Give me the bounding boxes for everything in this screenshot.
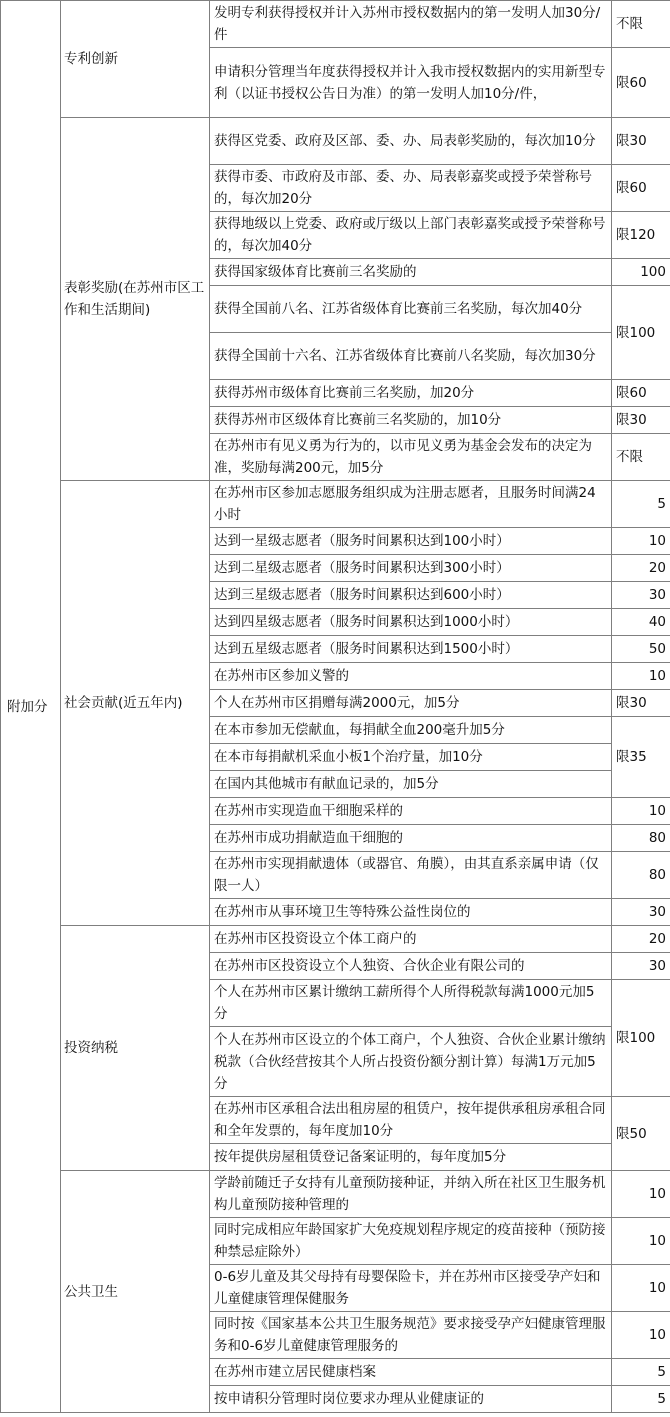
item-desc-cell: 个人在苏州市区捐赠每满2000元，加5分 <box>210 690 612 717</box>
item-desc-cell: 在苏州市区参加志愿服务组织成为注册志愿者，且服务时间满24小时 <box>210 481 612 528</box>
main-category-cell: 附加分 <box>1 1 61 1413</box>
item-score-cell: 10 <box>612 528 670 555</box>
item-desc-cell: 在苏州市从事环境卫生等特殊公益性岗位的 <box>210 899 612 926</box>
group-name-cell: 表彰奖励(在苏州市区工作和生活期间) <box>61 118 210 481</box>
item-desc-cell: 获得地级以上党委、政府或厅级以上部门表彰嘉奖或授予荣誉称号的，每次加40分 <box>210 212 612 259</box>
item-desc-cell: 达到五星级志愿者（服务时间累积达到1500小时） <box>210 636 612 663</box>
item-desc-cell: 获得市委、市政府及市部、委、办、局表彰嘉奖或授予荣誉称号的，每次加20分 <box>210 165 612 212</box>
item-desc-cell: 申请积分管理当年度获得授权并计入我市授权数据内的实用新型专利（以证书授权公告日为准）的第一发明人加10分/件， <box>210 48 612 118</box>
item-score-cell: 10 <box>612 663 670 690</box>
item-score-cell: 5 <box>612 481 670 528</box>
item-desc-cell: 获得苏州市级体育比赛前三名奖励，加20分 <box>210 380 612 407</box>
item-desc-cell: 获得国家级体育比赛前三名奖励的 <box>210 259 612 286</box>
table-row <box>1 1171 670 1218</box>
group-name-cell: 公共卫生 <box>61 1171 210 1413</box>
item-score-cell: 限50 <box>612 1097 670 1171</box>
item-score-cell: 限60 <box>612 380 670 407</box>
item-score-cell: 5 <box>612 1359 670 1386</box>
item-desc-cell: 同时完成相应年龄国家扩大免疫规划程序规定的疫苗接种（预防接种禁忌症除外） <box>210 1218 612 1265</box>
item-desc-cell: 获得区党委、政府及区部、委、办、局表彰奖励的，每次加10分 <box>210 118 612 165</box>
item-score-cell: 10 <box>612 1265 670 1312</box>
table-row <box>1 926 670 953</box>
item-desc-cell: 在苏州市区参加义警的 <box>210 663 612 690</box>
item-score-cell: 限60 <box>612 48 670 118</box>
item-desc-cell: 在苏州市实现捐献遗体（或器官、角膜），由其直系亲属申请（仅限一人） <box>210 852 612 899</box>
item-score-cell: 限120 <box>612 212 670 259</box>
item-desc-cell: 获得全国前八名、江苏省级体育比赛前三名奖励，每次加40分 <box>210 286 612 333</box>
item-desc-cell: 在本市参加无偿献血，每捐献全血200毫升加5分 <box>210 717 612 744</box>
group-name-cell: 投资纳税 <box>61 926 210 1171</box>
item-score-cell: 100 <box>612 259 670 286</box>
item-score-cell: 80 <box>612 825 670 852</box>
item-score-cell: 限30 <box>612 407 670 434</box>
group-name-cell: 社会贡献(近五年内) <box>61 481 210 926</box>
item-score-cell: 不限 <box>612 434 670 481</box>
table-row <box>1 481 670 528</box>
item-score-cell: 限30 <box>612 690 670 717</box>
item-desc-cell: 0-6岁儿童及其父母持有母婴保险卡，并在苏州市区接受孕产妇和儿童健康管理保健服务 <box>210 1265 612 1312</box>
item-desc-cell: 在苏州市建立居民健康档案 <box>210 1359 612 1386</box>
item-desc-cell: 达到二星级志愿者（服务时间累积达到300小时） <box>210 555 612 582</box>
item-desc-cell: 学龄前随迁子女持有儿童预防接种证，并纳入所在社区卫生服务机构儿童预防接种管理的 <box>210 1171 612 1218</box>
item-desc-cell: 在本市每捐献机采血小板1个治疗量，加10分 <box>210 744 612 771</box>
item-score-cell: 20 <box>612 555 670 582</box>
table-row <box>1 1 670 48</box>
item-desc-cell: 在苏州市区承租合法出租房屋的租赁户，按年提供承租房承租合同和全年发票的，每年度加10分 <box>210 1097 612 1144</box>
item-desc-cell: 同时按《国家基本公共卫生服务规范》要求接受孕产妇健康管理服务和0-6岁儿童健康管理服务的 <box>210 1312 612 1359</box>
item-desc-cell: 在苏州市成功捐献造血干细胞的 <box>210 825 612 852</box>
item-score-cell: 限35 <box>612 717 670 798</box>
item-score-cell: 限30 <box>612 118 670 165</box>
item-desc-cell: 在苏州市区投资设立个人独资、合伙企业有限公司的 <box>210 953 612 980</box>
item-desc-cell: 获得全国前十六名、江苏省级体育比赛前八名奖励，每次加30分 <box>210 333 612 380</box>
item-desc-cell: 达到四星级志愿者（服务时间累积达到1000小时） <box>210 609 612 636</box>
item-score-cell: 10 <box>612 1218 670 1265</box>
item-desc-cell: 获得苏州市区级体育比赛前三名奖励的，加10分 <box>210 407 612 434</box>
item-desc-cell: 达到一星级志愿者（服务时间累积达到100小时） <box>210 528 612 555</box>
item-desc-cell: 按年提供房屋租赁登记备案证明的，每年度加5分 <box>210 1144 612 1171</box>
item-desc-cell: 发明专利获得授权并计入苏州市授权数据内的第一发明人加30分/件 <box>210 1 612 48</box>
item-score-cell: 30 <box>612 582 670 609</box>
item-desc-cell: 在国内其他城市有献血记录的，加5分 <box>210 771 612 798</box>
item-score-cell: 80 <box>612 852 670 899</box>
table-row <box>1 118 670 165</box>
item-score-cell: 限100 <box>612 286 670 380</box>
item-desc-cell: 个人在苏州市区设立的个体工商户，个人独资、合伙企业累计缴纳税款（合伙经营按其个人所占投资份额分割计算）每满1万元加5分 <box>210 1027 612 1097</box>
item-score-cell: 限100 <box>612 980 670 1097</box>
item-score-cell: 10 <box>612 1312 670 1359</box>
item-score-cell: 50 <box>612 636 670 663</box>
item-score-cell: 40 <box>612 609 670 636</box>
item-score-cell: 30 <box>612 899 670 926</box>
item-desc-cell: 达到三星级志愿者（服务时间累积达到600小时） <box>210 582 612 609</box>
item-score-cell: 10 <box>612 1171 670 1218</box>
item-desc-cell: 在苏州市有见义勇为行为的，以市见义勇为基金会发布的决定为准，奖励每满200元，加5分 <box>210 434 612 481</box>
item-score-cell: 5 <box>612 1386 670 1413</box>
item-desc-cell: 在苏州市实现造血干细胞采样的 <box>210 798 612 825</box>
group-name-cell: 专利创新 <box>61 1 210 118</box>
item-score-cell: 限60 <box>612 165 670 212</box>
item-score-cell: 30 <box>612 953 670 980</box>
item-score-cell: 10 <box>612 798 670 825</box>
item-score-cell: 不限 <box>612 1 670 48</box>
item-desc-cell: 在苏州市区投资设立个体工商户的 <box>210 926 612 953</box>
item-desc-cell: 按申请积分管理时岗位要求办理从业健康证的 <box>210 1386 612 1413</box>
item-desc-cell: 个人在苏州市区累计缴纳工薪所得个人所得税款每满1000元加5分 <box>210 980 612 1027</box>
item-score-cell: 20 <box>612 926 670 953</box>
